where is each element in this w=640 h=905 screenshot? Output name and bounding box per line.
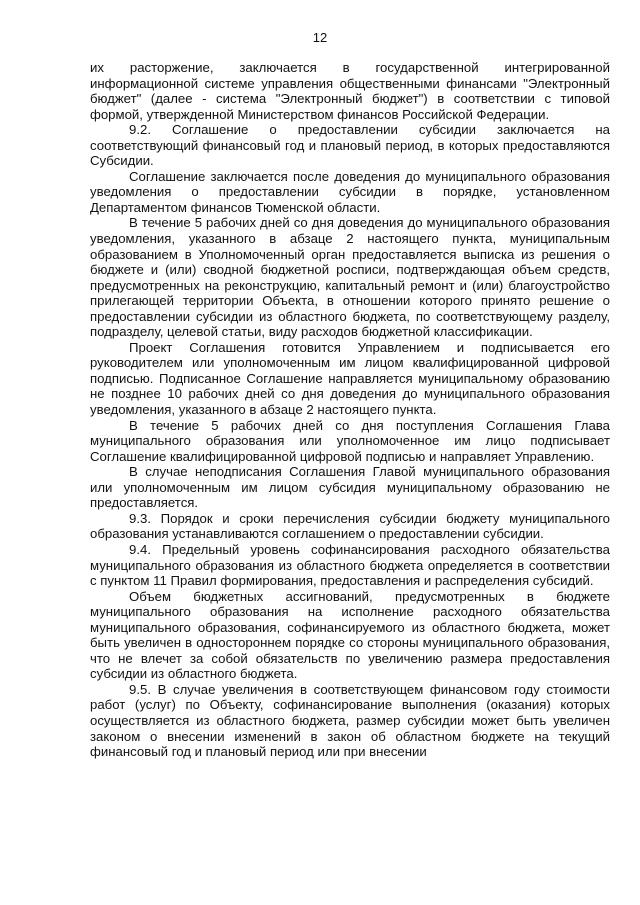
paragraph: 9.3. Порядок и сроки перечисления субсидии бюджету муниципального образования устанавливаются соглашением о предоставлении субсидии. bbox=[90, 510, 610, 542]
paragraph: Проект Соглашения готовится Управлением и подписывается его руководителем или уполномоченным им лицом квалифицированной цифровой подписью. Подписанное Соглашение направляется муниципальному образованию не позднее 10 рабочих дней со дня доведения до муниципального образования уведомления, указанного в абзаце 2 настоящего пункта. bbox=[90, 339, 610, 418]
paragraph: В случае неподписания Соглашения Главой муниципального образования или уполномоченным им лицом субсидия муниципальному образованию не предоставляется. bbox=[90, 464, 610, 511]
paragraph: В течение 5 рабочих дней со дня поступления Соглашения Глава муниципального образования или уполномоченное им лицо подписывает Соглашение квалифицированной цифровой подписью и направляет Управлению. bbox=[90, 417, 610, 464]
paragraph: 9.2. Соглашение о предоставлении субсидии заключается на соответствующий финансовый год и плановый период, в которых предоставляются Субсидии. bbox=[90, 122, 610, 169]
document-body bbox=[90, 60, 610, 760]
paragraph: Соглашение заключается после доведения до муниципального образования уведомления о предоставлении субсидии в порядке, установленном Департаментом финансов Тюменской области. bbox=[90, 168, 610, 215]
paragraph: их расторжение, заключается в государственной интегрированной информационной системе управления общественными финансами "Электронный бюджет" (далее - система "Электронный бюджет") в соответствии с типовой формой, утвержденной Министерством финансов Российской Федерации. bbox=[90, 60, 610, 122]
paragraph: 9.5. В случае увеличения в соответствующем финансовом году стоимости работ (услуг) по Объекту, софинансирование выполнения (оказания) которых осуществляется из областного бюджета, размер субсидии может быть увеличен законом о внесении изменений в закон об областном бюджете на текущий финансовый год и плановый период или при внесении bbox=[90, 681, 610, 760]
page-number: 12 bbox=[312, 30, 328, 45]
paragraph: В течение 5 рабочих дней со дня доведения до муниципального образования уведомления, указанного в абзаце 2 настоящего пункта, муниципальным образованием в Уполномоченный орган предоставляется выписка из решения о бюджете и (или) сводной бюджетной росписи, подтверждающая объем средств, предусмотренных на реконструкцию, капитальный ремонт и (или) благоустройство прилегающей территории Объекта, в отношении которого принято решение о предоставлении субсидии из областного бюджета, по соответствующему разделу, подразделу, целевой статьи, виду расходов бюджетной классификации. bbox=[90, 215, 610, 340]
paragraph: Объем бюджетных ассигнований, предусмотренных в бюджете муниципального образования на исполнение расходного обязательства муниципального образования, софинансируемого из областного бюджета, может быть увеличен в одностороннем порядке со стороны муниципального образования, что не влечет за собой обязательств по увеличению размера предоставления субсидии из областного бюджета. bbox=[90, 588, 610, 682]
paragraph: 9.4. Предельный уровень софинансирования расходного обязательства муниципального образования из областного бюджета определяется в соответствии с пунктом 11 Правил формирования, предоставления и распределения субсидий. bbox=[90, 541, 610, 589]
